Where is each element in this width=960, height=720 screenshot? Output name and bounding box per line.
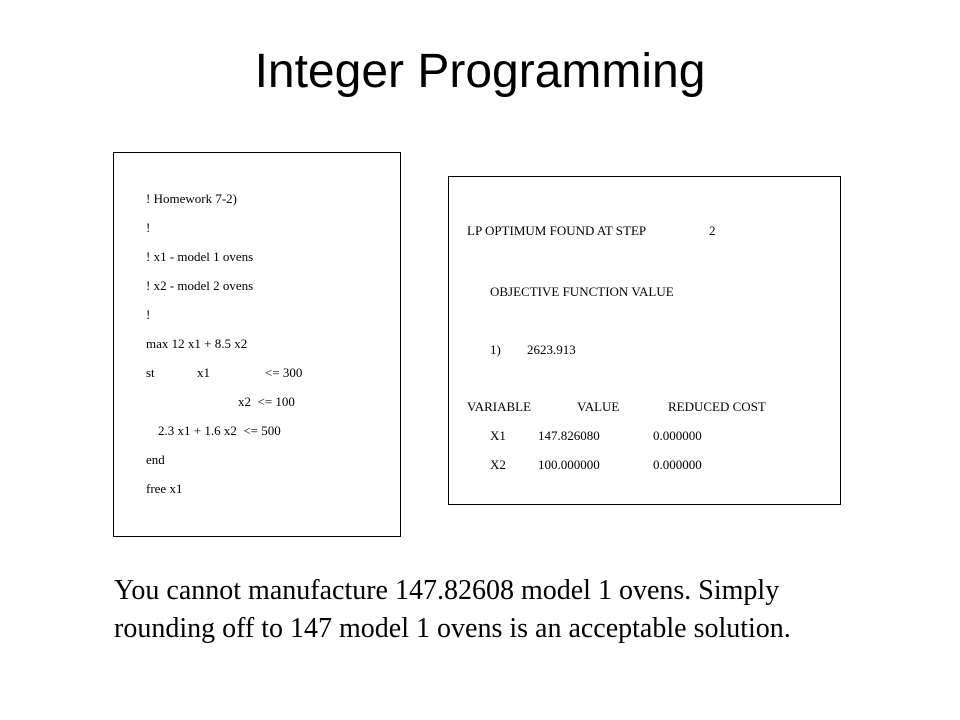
model-line: ! Homework 7-2)	[146, 191, 237, 206]
row-variable: X2	[490, 457, 506, 472]
row-variable: X1	[490, 428, 506, 443]
end-line: end	[146, 452, 165, 467]
constraint-3: 2.3 x1 + 1.6 x2 <= 500	[158, 423, 281, 438]
objective-label: OBJECTIVE FUNCTION VALUE	[490, 284, 674, 299]
objective-value: 2623.913	[527, 342, 576, 357]
row-value: 100.000000	[538, 457, 600, 472]
optimum-header: LP OPTIMUM FOUND AT STEP	[467, 223, 647, 238]
column-header-variable: VARIABLE	[467, 399, 532, 414]
column-header-reduced-cost: REDUCED COST	[668, 399, 766, 414]
constraint-1-lhs: x1	[197, 365, 210, 380]
row-reduced-cost: 0.000000	[653, 457, 702, 472]
caption-text	[114, 572, 904, 648]
free-line: free x1	[146, 481, 183, 496]
optimum-step: 2	[709, 223, 716, 238]
slide-title: Integer Programming	[254, 45, 706, 98]
model-line: !	[146, 307, 151, 322]
constraint-2: x2 <= 100	[238, 394, 295, 409]
objective-line: max 12 x1 + 8.5 x2	[146, 336, 248, 351]
model-line: ! x2 - model 2 ovens	[146, 278, 254, 293]
model-input-box	[113, 152, 401, 537]
caption-line-2: rounding off to 147 model 1 ovens is an acceptable solution.	[114, 613, 791, 644]
column-header-value: VALUE	[577, 399, 620, 414]
model-line: ! x1 - model 1 ovens	[146, 249, 254, 264]
row-reduced-cost: 0.000000	[653, 428, 702, 443]
constraint-1-rhs: <= 300	[265, 365, 303, 380]
st-keyword: st	[146, 365, 155, 380]
row-value: 147.826080	[538, 428, 600, 443]
solution-output-box	[448, 176, 841, 505]
objective-index: 1)	[490, 342, 501, 357]
model-line: !	[146, 220, 151, 235]
caption-line-1: You cannot manufacture 147.82608 model 1 ovens. Simply	[114, 575, 780, 606]
